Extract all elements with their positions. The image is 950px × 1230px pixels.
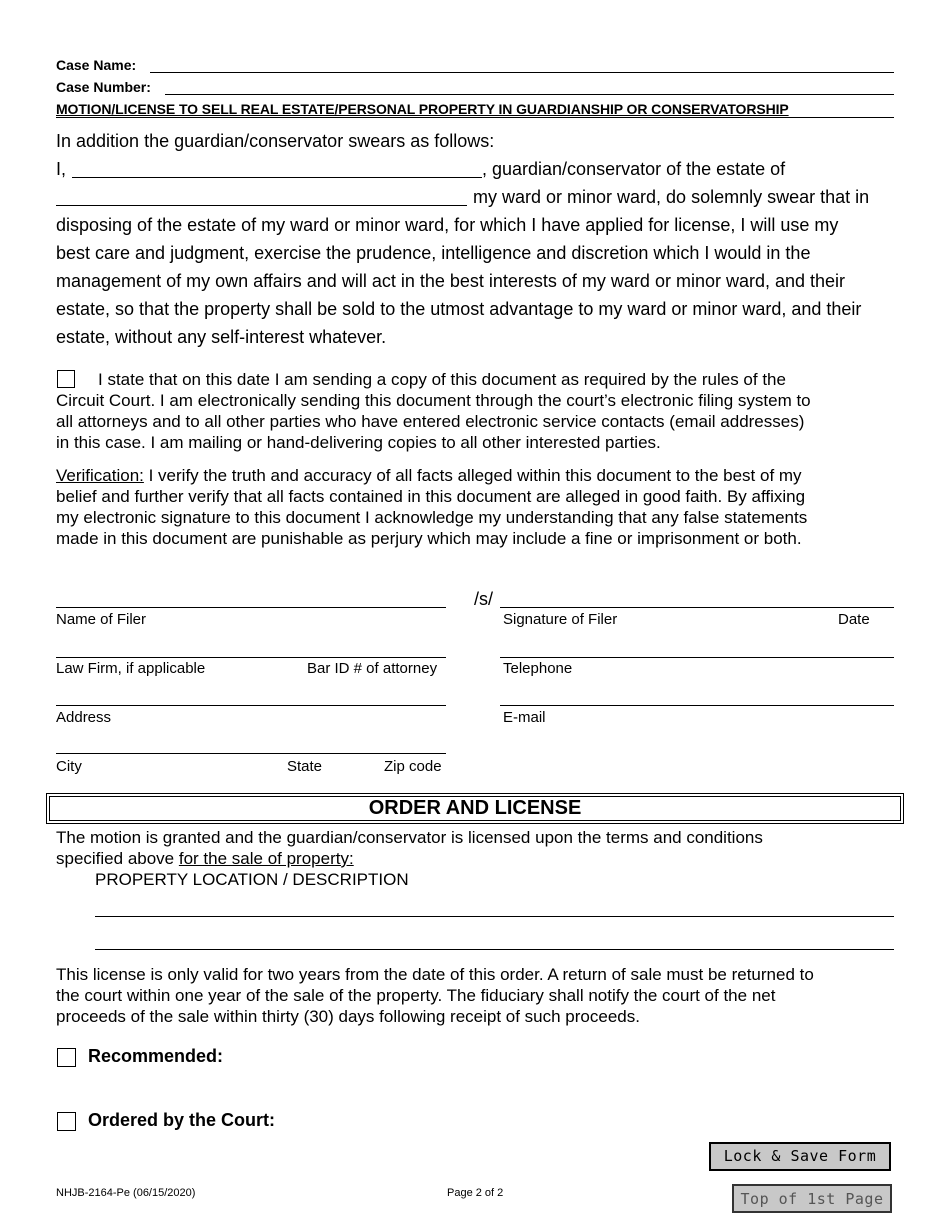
verification-label: Verification: [56,466,144,485]
address-label: Address [56,709,112,726]
oath-line-1: disposing of the estate of my ward or minor ward, for which I have applied for license, I will use my [56,215,839,235]
property-field-1[interactable] [95,916,894,917]
property-field-2[interactable] [95,949,894,950]
law-firm-label: Law Firm, if applicable [56,660,206,677]
recommended-label: Recommended: [88,1046,224,1066]
name-of-filer-field[interactable] [56,607,446,608]
service-line-2: Circuit Court. I am electronically sending this document through the court’s electronic filing system to [56,391,811,410]
oath-i-label: I, [56,159,67,179]
case-name-label: Case Name: [56,57,137,73]
service-line-4: in this case. I am mailing or hand-delivering copies to all other interested parties. [56,433,661,452]
oath-line-3: management of my own affairs and will act in the best interests of my ward or minor ward, and their [56,271,846,291]
oath-line-4: estate, so that the property shall be sold to the utmost advantage to my ward or minor ward, and their [56,299,862,319]
order-line-2-start: specified above [56,849,179,868]
email-field[interactable] [500,705,894,706]
service-checkbox[interactable] [57,370,75,388]
order-line-2-underlined: for the sale of property: [178,849,354,868]
top-first-page-button[interactable]: Top of 1st Page [732,1184,892,1213]
ordered-checkbox[interactable] [57,1112,76,1131]
verification-line-1-text: I verify the truth and accuracy of all facts alleged within this document to the best of my [143,466,802,485]
form-title: MOTION/LICENSE TO SELL REAL ESTATE/PERSONAL PROPERTY IN GUARDIANSHIP OR CONSERVATORSHIP [56,101,789,117]
city-label: City [56,758,82,775]
title-rule [56,117,894,118]
city-state-zip-field[interactable] [56,753,446,754]
s-mark: /s/ [474,589,494,609]
service-line-3: all attorneys and to all other parties who have entered electronic service contacts (email addresses) [56,412,805,431]
email-label: E-mail [503,709,546,726]
case-name-field[interactable] [150,72,894,73]
oath-after-name: , guardian/conservator of the estate of [482,159,786,179]
ward-name-field[interactable] [56,205,467,206]
order-heading-box [46,793,904,824]
oath-after-ward: my ward or minor ward, do solemnly swear that in [473,187,870,207]
lock-save-button[interactable]: Lock & Save Form [709,1142,891,1171]
order-line-1: The motion is granted and the guardian/conservator is licensed upon the terms and conditions [56,828,763,847]
case-number-field[interactable] [165,94,894,95]
signature-of-filer-label: Signature of Filer [503,611,618,628]
property-label: PROPERTY LOCATION / DESCRIPTION [95,870,409,889]
form-id: NHJB-2164-Pe (06/15/2020) [56,1187,196,1199]
telephone-field[interactable] [500,657,894,658]
oath-line-5: estate, without any self-interest whatever. [56,327,387,347]
signature-field[interactable] [500,607,894,608]
validity-line-1: This license is only valid for two years from the date of this order. A return of sale must be returned to [56,965,814,984]
recommended-checkbox[interactable] [57,1048,76,1067]
ordered-label: Ordered by the Court: [88,1110,276,1130]
verification-line-4: made in this document are punishable as perjury which may include a fine or imprisonment or both. [56,529,802,548]
telephone-label: Telephone [503,660,573,677]
address-field[interactable] [56,705,446,706]
case-number-label: Case Number: [56,79,151,95]
verification-line-3: my electronic signature to this document I acknowledge my understanding that any false statements [56,508,808,527]
verification-line-1 [56,465,802,486]
date-label: Date [838,611,870,628]
zip-label: Zip code [384,758,442,775]
state-label: State [287,758,323,775]
order-heading: ORDER AND LICENSE [49,796,901,821]
validity-line-3: proceeds of the sale within thirty (30) days following receipt of such proceeds. [56,1007,640,1026]
service-line-1: I state that on this date I am sending a copy of this document as required by the rules of the [98,370,786,389]
page-number: Page 2 of 2 [447,1187,504,1199]
validity-line-2: the court within one year of the sale of the property. The fiduciary shall notify the court of the net [56,986,776,1005]
order-line-2 [56,848,354,869]
oath-line-2: best care and judgment, exercise the prudence, intelligence and discretion which I would in the [56,243,811,263]
oath-intro: In addition the guardian/conservator swears as follows: [56,131,495,151]
bar-id-label: Bar ID # of attorney [307,660,438,677]
name-of-filer-label: Name of Filer [56,611,147,628]
guardian-name-field[interactable] [72,177,482,178]
verification-line-2: belief and further verify that all facts contained in this document are alleged in good faith. By affixing [56,487,806,506]
law-firm-field[interactable] [56,657,446,658]
